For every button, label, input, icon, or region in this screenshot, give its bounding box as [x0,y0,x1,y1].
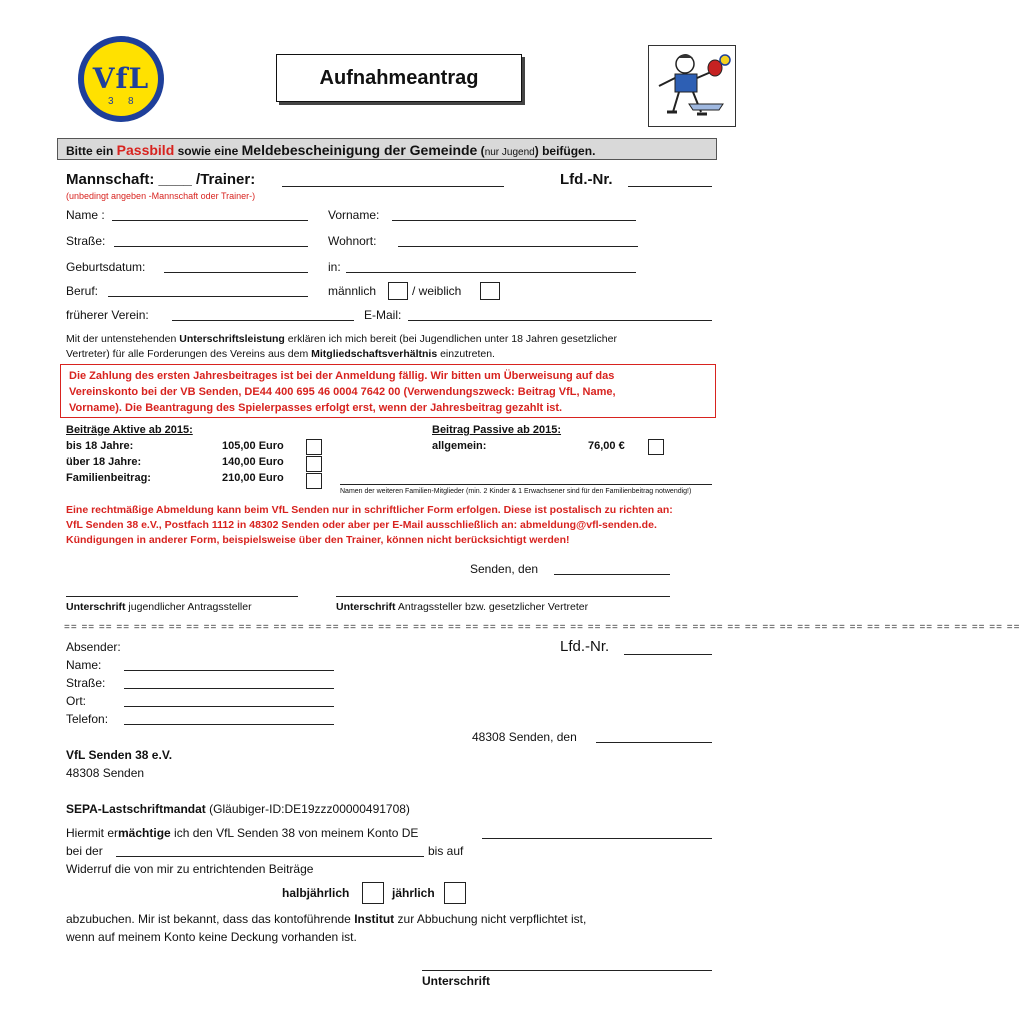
sepa-widerruf-text: Widerruf die von mir zu entrichtenden Beiträge [66,862,314,876]
youth-signature-label: Unterschrift jugendlicher Antragssteller [66,601,252,613]
guardian-signature-label: Unterschrift Antragssteller bzw. gesetzlicher Vertreter [336,601,589,613]
senden-date-field[interactable] [554,574,670,575]
fee-checkbox[interactable] [306,456,322,472]
sender-strasse-label: Straße: [66,676,106,690]
fee-label: über 18 Jahre: [66,456,142,468]
beruf-label: Beruf: [66,284,99,298]
sender-strasse-field[interactable] [124,688,334,689]
family-members-field[interactable] [340,484,712,485]
sender-date-label: 48308 Senden, den [472,730,577,744]
maennlich-checkbox[interactable] [388,282,408,300]
frueherer-verein-label: früherer Verein: [66,308,149,322]
cancellation-notice: Eine rechtmäßige Abmeldung kann beim VfL Senden nur in schriftlicher Form erfolgen. Diese ist postalisch zu richten an: VfL Senden 38 e.V., Postfach 1112 in 48302 Senden oder aber per E-Mail ausschließlich an: abmeldung@vfl-senden.de. Kündigungen in anderer Form, beispielsweise über den Trainer, können nicht berücksichtigt werden! [66,504,673,546]
sepa-signature-label: Unterschrift [422,974,491,988]
vorname-field[interactable] [392,220,636,221]
sender-telefon-field[interactable] [124,724,334,725]
geburtsdatum-label: Geburtsdatum: [66,260,146,274]
youth-signature-field[interactable] [66,596,298,597]
passive-fee-amount: 76,00 € [588,440,625,452]
liability-text: Mit der untenstehenden Unterschriftsleistung erklären ich mich bereit (bei Jugendlichen unter 18 Jahren gesetzlicher Vertreter) für alle Forderungen des Vereins aus dem Mitgliedschaftsverhältnis einzutreten. [66,333,617,360]
sepa-notice-line2: wenn auf meinem Konto keine Deckung vorhanden ist. [66,930,357,944]
halbjaehrlich-label: halbjährlich [282,886,350,900]
sender-ort-label: Ort: [66,694,86,708]
fee-label: Familienbeitrag: [66,472,151,484]
trainer-field[interactable] [282,186,504,187]
sender-lfd-nr-field[interactable] [624,654,712,655]
fee-checkbox[interactable] [306,439,322,455]
weiblich-checkbox[interactable] [480,282,500,300]
geburtsort-field[interactable] [346,272,636,273]
senden-date-label: Senden, den [470,562,539,576]
jaehrlich-label: jährlich [392,886,435,900]
sepa-title: SEPA-Lastschriftmandat (Gläubiger-ID:DE19zzz00000491708) [66,802,410,816]
wohnort-field[interactable] [398,246,638,247]
sender-ort-field[interactable] [124,706,334,707]
team-trainer-label: Mannschaft: ____ /Trainer: [66,171,256,188]
frueherer-verein-field[interactable] [172,320,354,321]
name-label: Name : [66,208,105,222]
team-hint: (unbedingt angeben -Mannschaft oder Trainer-) [66,191,256,201]
email-label: E-Mail: [364,308,402,322]
separator-line: == == == == == == == == == == == == == == == == == == == == == == == == == == == == == == == == == == == == == == == == == == == == == == == == == == == == == == == [64,622,1020,633]
logo-number: 8 [128,96,134,107]
strasse-field[interactable] [114,246,308,247]
geburtsdatum-field[interactable] [164,272,308,273]
instruction-banner: Bitte ein Passbild sowie eine Meldebescheinigung der Gemeinde (nur Jugend) beifügen. [57,138,717,160]
passive-fee-label: allgemein: [432,440,487,452]
sepa-authorization-text: Hiermit ermächtige ich den VfL Senden 38 von meinem Konto DE [66,826,419,840]
payment-notice: Die Zahlung des ersten Jahresbeitrages ist bei der Anmeldung fällig. Wir bitten um Überweisung auf das Vereinskonto bei der VB Senden, DE44 400 695 46 0004 7642 00 (Verwendungszweck: Beitrag VfL, Name, Vorname). Die Beantragung des Spielerpasses erfolgt erst, wenn der Jahresbeitrag gezahlt ist. [60,364,716,418]
sepa-notice-line1: abzubuchen. Mir ist bekannt, dass das kontoführende Institut zur Abbuchung nicht verpflichtet ist, [66,912,587,926]
geburtsort-label: in: [328,260,341,274]
name-field[interactable] [112,220,308,221]
sender-name-label: Name: [66,658,102,672]
wohnort-label: Wohnort: [328,234,377,248]
fee-label: bis 18 Jahre: [66,440,134,452]
sender-telefon-label: Telefon: [66,712,109,726]
jaehrlich-checkbox[interactable] [444,882,466,904]
page-title: Aufnahmeantrag [276,54,522,102]
sender-name-field[interactable] [124,670,334,671]
guardian-signature-field[interactable] [336,596,670,597]
vfl-logo [78,36,164,122]
sepa-signature-field[interactable] [422,970,712,971]
strasse-label: Straße: [66,234,106,248]
logo-text: VfL [92,62,150,95]
family-members-note: Namen der weiteren Familien-Mitglieder (min. 2 Kinder & 1 Erwachsener sind für den Familienbeitrag notwendig!) [340,488,692,495]
sender-lfd-nr-label: Lfd.-Nr. [560,638,610,655]
fee-amount: 210,00 Euro [222,472,284,484]
iban-field[interactable] [482,838,712,839]
logo-number: 3 [108,96,114,107]
weiblich-label: / weiblich [412,284,462,298]
club-name: VfL Senden 38 e.V. [66,748,173,762]
passive-fee-checkbox[interactable] [648,439,664,455]
maennlich-label: männlich [328,284,377,298]
lfd-nr-field[interactable] [628,186,712,187]
table-tennis-clipart [648,45,736,127]
bis-auf-label: bis auf [428,844,464,858]
beruf-field[interactable] [108,296,308,297]
club-city: 48308 Senden [66,766,145,780]
absender-label: Absender: [66,640,121,654]
fee-checkbox[interactable] [306,473,322,489]
aktive-fees-title: Beiträge Aktive ab 2015: [66,424,193,436]
fee-amount: 140,00 Euro [222,456,284,468]
halbjaehrlich-checkbox[interactable] [362,882,384,904]
sender-date-field[interactable] [596,742,712,743]
lfd-nr-label: Lfd.-Nr. [560,171,613,188]
email-field[interactable] [408,320,712,321]
bank-label: bei der [66,844,103,858]
passive-fees-title: Beitrag Passive ab 2015: [432,424,562,436]
fee-amount: 105,00 Euro [222,440,284,452]
bank-field[interactable] [116,856,424,857]
vorname-label: Vorname: [328,208,380,222]
